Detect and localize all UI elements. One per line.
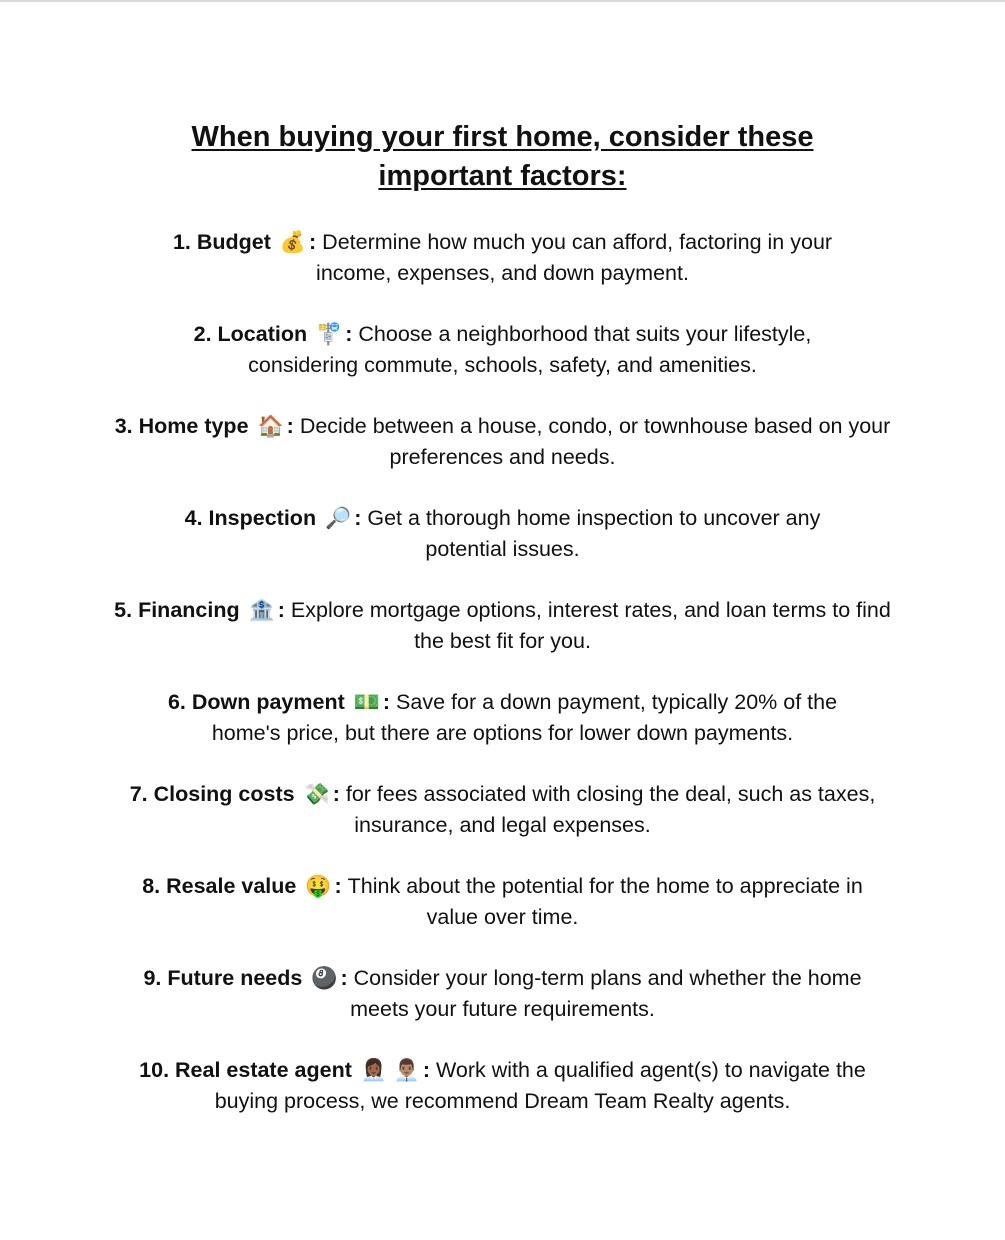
top-divider bbox=[0, 0, 1005, 2]
item-label: 4. Inspection bbox=[184, 506, 317, 530]
page-title: When buying your first home, consider these important factors: bbox=[191, 121, 814, 192]
eight-ball-icon: 🎱 bbox=[311, 966, 338, 990]
factor-list bbox=[100, 227, 905, 1117]
item-label: 8. Resale value bbox=[142, 874, 297, 898]
item-label: 7. Closing costs bbox=[129, 782, 295, 806]
list-item: 10. Real estate agent 👩🏾‍💼 👨🏽‍💼 : Work with a qualified agent(s) to navigate the buying process, we recommend Dream Team Realty agents. bbox=[128, 1055, 878, 1117]
magnifying-glass-icon: 🔎 bbox=[325, 506, 352, 530]
list-item: 4. Inspection 🔎 : Get a thorough home inspection to uncover any potential issues. bbox=[153, 503, 853, 565]
item-label: 1. Budget bbox=[172, 230, 271, 254]
item-text: Work with a qualified agent(s) to navigate the buying process, we recommend Dream Team Realty agents. bbox=[214, 1058, 866, 1113]
list-item: 6. Down payment 💵 : Save for a down payment, typically 20% of the home's price, but there are options for lower down payments. bbox=[133, 687, 873, 749]
item-text: Consider your long-term plans and whether the home meets your future requirements. bbox=[350, 966, 862, 1021]
item-text: Save for a down payment, typically 20% of the home's price, but there are options for lower down payments. bbox=[211, 690, 838, 745]
item-text: for fees associated with closing the deal, such as taxes, insurance, and legal expenses. bbox=[345, 782, 876, 837]
dollar-bill-icon: 💵 bbox=[353, 690, 380, 714]
list-item: 9. Future needs 🎱 : Consider your long-term plans and whether the home meets your future requirements. bbox=[143, 963, 863, 1025]
list-item: 8. Resale value 🤑 : Think about the potential for the home to appreciate in value over time. bbox=[123, 871, 883, 933]
list-item: 7. Closing costs 💸 : for fees associated with closing the deal, such as taxes, insurance, and legal expenses. bbox=[123, 779, 883, 841]
item-text: Decide between a house, condo, or townhouse based on your preferences and needs. bbox=[299, 414, 891, 469]
money-with-wings-icon: 💸 bbox=[303, 782, 330, 806]
item-label: 2. Location bbox=[193, 322, 308, 346]
item-label: 9. Future needs bbox=[143, 966, 303, 990]
house-icon: 🏠 bbox=[257, 414, 284, 438]
bus-stop-icon: 🚏 bbox=[316, 322, 343, 346]
item-text: Determine how much you can afford, factoring in your income, expenses, and down payment. bbox=[316, 230, 833, 285]
item-label: 3. Home type bbox=[114, 414, 249, 438]
item-text: Get a thorough home inspection to uncover any potential issues. bbox=[367, 506, 821, 561]
bank-icon: 🏦 bbox=[248, 598, 275, 622]
money-bag-icon: 💰 bbox=[279, 230, 307, 254]
list-item: 3. Home type 🏠 : Decide between a house, condo, or townhouse based on your preferences and needs. bbox=[113, 411, 893, 473]
item-text: Choose a neighborhood that suits your lifestyle, considering commute, schools, safety, and amenities. bbox=[248, 322, 812, 377]
list-item: 5. Financing 🏦 : Explore mortgage options, interest rates, and loan terms to find the best fit for you. bbox=[113, 595, 893, 657]
office-workers-icon: 👩🏾‍💼 👨🏽‍💼 bbox=[360, 1058, 420, 1082]
item-label: 6. Down payment bbox=[167, 690, 345, 714]
money-mouth-face-icon: 🤑 bbox=[305, 874, 332, 898]
item-label: 5. Financing bbox=[114, 598, 240, 622]
item-text: Think about the potential for the home to appreciate in value over time. bbox=[347, 874, 863, 929]
list-item: 1. Budget 💰 : Determine how much you can afford, factoring in your income, expenses, and down payment. bbox=[138, 227, 868, 289]
item-text: Explore mortgage options, interest rates, and loan terms to find the best fit for you. bbox=[290, 598, 891, 653]
item-label: 10. Real estate agent bbox=[139, 1058, 352, 1082]
document-page bbox=[100, 118, 905, 1147]
list-item: 2. Location 🚏 : Choose a neighborhood that suits your lifestyle, considering commute, schools, safety, and amenities. bbox=[163, 319, 843, 381]
